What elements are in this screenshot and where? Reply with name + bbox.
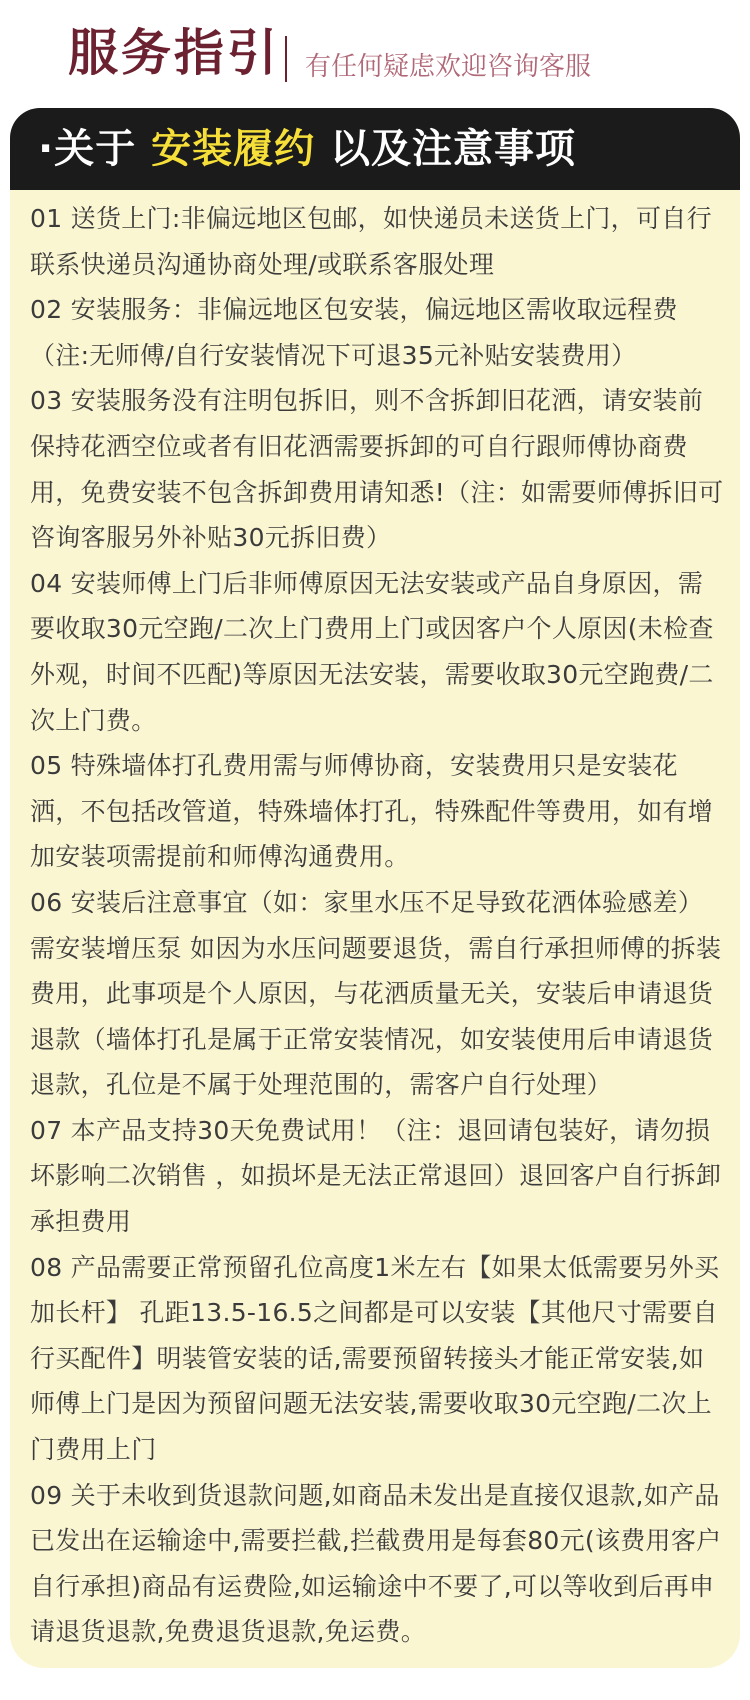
notice-item-08: 08 产品需要正常预留孔位高度1米左右【如果太低需要另外买加长杆】 孔距13.5-16.5之间都是可以安装【其他尺寸需要自行买配件】明装管安装的话,需要预留转接头才能正常安装,如师傅上门是因为预留问题无法安装,需要收取30元空跑/二次上门费用上门 [30,1252,720,1465]
notice-item-06: 06 安装后注意事宜（如：家里水压不足导致花洒体验感差）需安装增压泵 如因为水压问题要退货，需自行承担师傅的拆装费用，此事项是个人原因，与花洒质量无关，安装后申请退货退款（墙体打孔是属于正常安装情况，如安装使用后申请退货退款，孔位是不属于处理范围的，需客户自行处理） [30,887,722,1100]
page-subtitle: 有任何疑虑欢迎咨询客服 [305,52,592,82]
banner-suffix: 以及注意事项 [315,126,577,172]
notice-item-03: 03 安装服务没有注明包拆旧，则不含拆卸旧花洒，请安装前保持花洒空位或者有旧花洒需要拆卸的可自行跟师傅协商费用，免费安装不包含拆卸费用请知悉!（注：如需要师傅拆旧可咨询客服另外补贴30元拆旧费） [30,386,724,553]
banner-prefix: ·关于 [38,126,152,172]
notice-item-07: 07 本产品支持30天免费试用！（注：退回请包装好，请勿损坏影响二次销售 ，如损坏是无法正常退回）退回客户自行拆卸承担费用 [30,1115,722,1237]
notice-item-04: 04 安装师傅上门后非师傅原因无法安装或产品自身原因，需要收取30元空跑/二次上门费用上门或因客户个人原因(未检查外观，时间不匹配)等原因无法安装，需要收取30元空跑费/二次上门费。 [30,568,714,735]
header [0,0,750,108]
notice-item-01: 01 送货上门:非偏远地区包邮，如快递员未送货上门，可自行联系快递员沟通协商处理/或联系客服处理 [30,204,712,279]
notice-item-09: 09 关于未收到货退款问题,如商品未发出是直接仅退款,如产品已发出在运输途中,需要拦截,拦截费用是每套80元(该费用客户自行承担)商品有运费险,如运输途中不要了,可以等收到后再申请退货退款,免费退货退款,免运费。 [30,1480,722,1647]
notice-item-02: 02 安装服务：非偏远地区包安装，偏远地区需收取远程费（注:无师傅/自行安装情况下可退35元补贴安装费用） [30,295,678,370]
title-divider [285,36,287,82]
notice-list [10,190,740,1668]
notice-item-05: 05 特殊墙体打孔费用需与师傅协商，安装费用只是安装花洒，不包括改管道，特殊墙体打孔，特殊配件等费用，如有增加安装项需提前和师傅沟通费用。 [30,751,714,872]
banner-highlight: 安装履约 [151,126,316,172]
page-title: 服务指引 [68,24,280,82]
banner-heading [38,121,576,177]
section-banner [10,108,740,190]
